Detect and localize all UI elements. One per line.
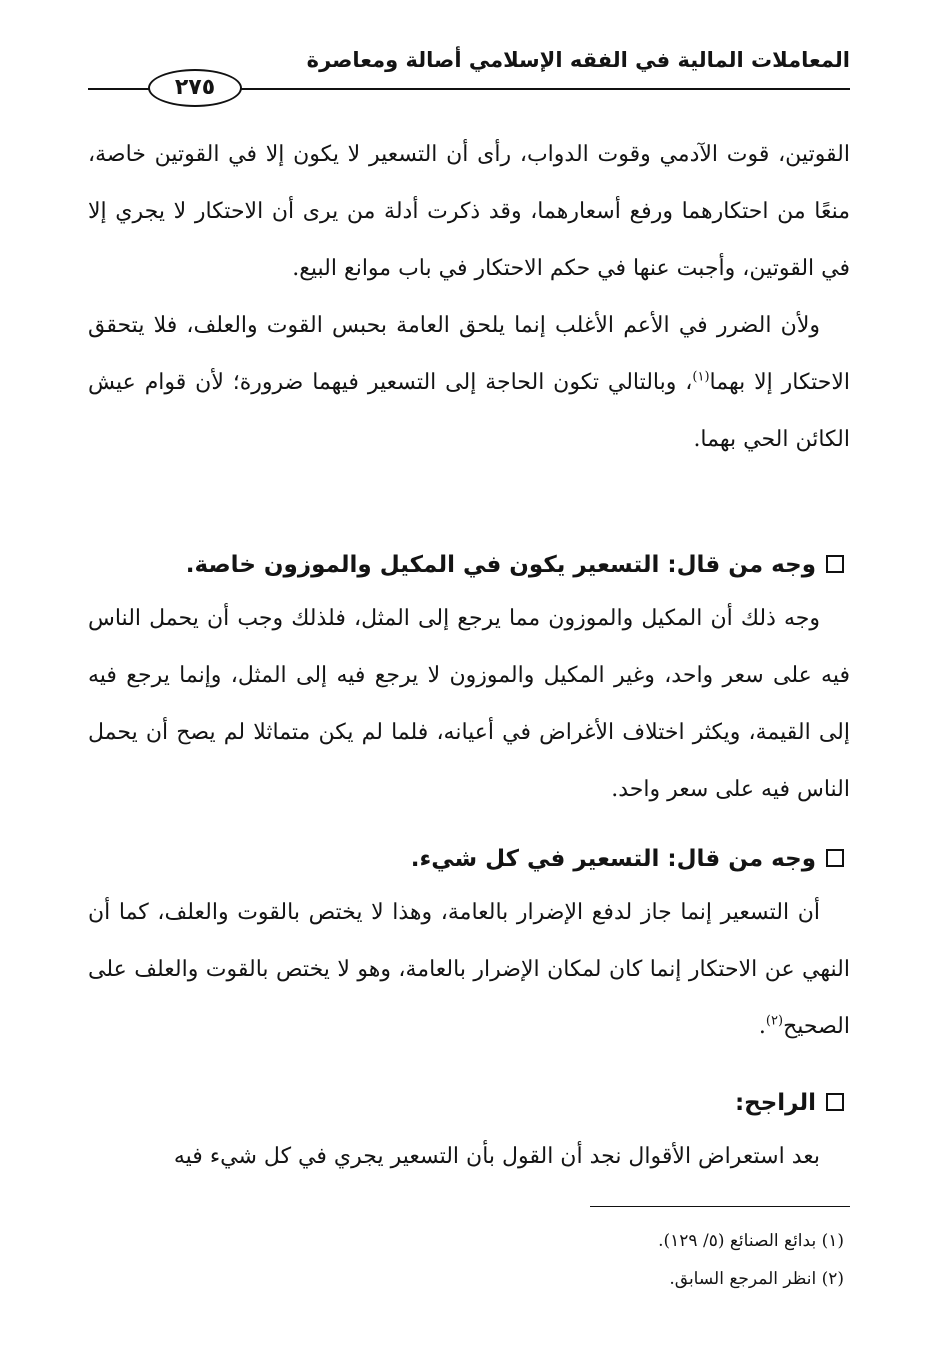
- section-heading-3-text: الراجح:: [734, 1090, 816, 1116]
- paragraph-4: [88, 884, 850, 1055]
- paragraph-5: بعد استعراض الأقوال نجد أن القول بأن التسعير يجري في كل شيء فيه: [173, 1144, 820, 1169]
- paragraph-2: [88, 297, 850, 468]
- section-heading-2-text: وجه من قال: التسعير في كل شيء.: [410, 846, 816, 872]
- paragraph-2-text-cont: ، وبالتالي تكون الحاجة إلى التسعير فيهما ضرورة؛ لأن قوام عيش الكائن الحي بهما.: [88, 370, 850, 452]
- footnote-ref-2[interactable]: (٢): [765, 1013, 784, 1029]
- footnote-separator: [590, 1206, 850, 1207]
- header-title: المعاملات المالية في الفقه الإسلامي أصالة ومعاصرة: [306, 48, 850, 72]
- footnote-2: (٢) انظر المرجع السابق.: [669, 1269, 844, 1289]
- section-2: [88, 540, 850, 818]
- section-heading-3: [88, 1078, 850, 1128]
- paragraph-4-text-cont: .: [758, 1014, 766, 1039]
- section-3: [88, 834, 850, 1055]
- paragraph-1: القوتين، قوت الآدمي وقوت الدواب، رأى أن التسعير لا يكون إلا في القوتين خاصة، منعًا من احتكارهما ورفع أسعارهما، وقد ذكرت أدلة من يرى أن الاحتكار لا يجري إلا في القوتين، وأجبت عنها في حكم الاحتكار في باب موانع البيع.: [88, 142, 850, 281]
- footnote-ref-1[interactable]: (١): [692, 369, 710, 385]
- paragraph-3: وجه ذلك أن المكيل والموزون مما يرجع إلى المثل، فلذلك وجب أن يحمل الناس فيه على سعر واحد، وغير المكيل والموزون لا يرجع فيه إلى المثل، وإنما يرجع فيه إلى القيمة، ويكثر اختلاف الأغراض في أعيانه، فلما لم يكن متماثلا لم يصح أن يحمل الناس فيه على سعر واحد.: [88, 606, 850, 802]
- running-header: [88, 40, 850, 100]
- section-heading-1: [88, 540, 850, 590]
- section-4: [88, 1078, 850, 1185]
- paragraph-2-text: ولأن الضرر في الأعم الأغلب إنما يلحق العامة بحبس القوت والعلف، فلا يتحقق الاحتكار إلا بهما: [88, 313, 850, 395]
- main-text: [88, 126, 850, 468]
- section-heading-2: [88, 834, 850, 884]
- checkbox-square-icon: [826, 555, 844, 573]
- checkbox-square-icon: [826, 1093, 844, 1111]
- section-heading-1-text: وجه من قال: التسعير يكون في المكيل والموزون خاصة.: [185, 552, 816, 578]
- footnote-1: (١) بدائع الصنائع (٥/ ١٢٩).: [658, 1231, 844, 1251]
- footnotes: [88, 1222, 850, 1298]
- paragraph-4-text: أن التسعير إنما جاز لدفع الإضرار بالعامة، وهذا لا يختص بالقوت والعلف، كما أن النهي عن الاحتكار إنما كان لمكان الإضرار بالعامة، وهو لا يختص بالقوت والعلف على الصحيح: [88, 900, 850, 1039]
- checkbox-square-icon: [826, 849, 844, 867]
- page-number: ٢٧٥: [148, 69, 242, 107]
